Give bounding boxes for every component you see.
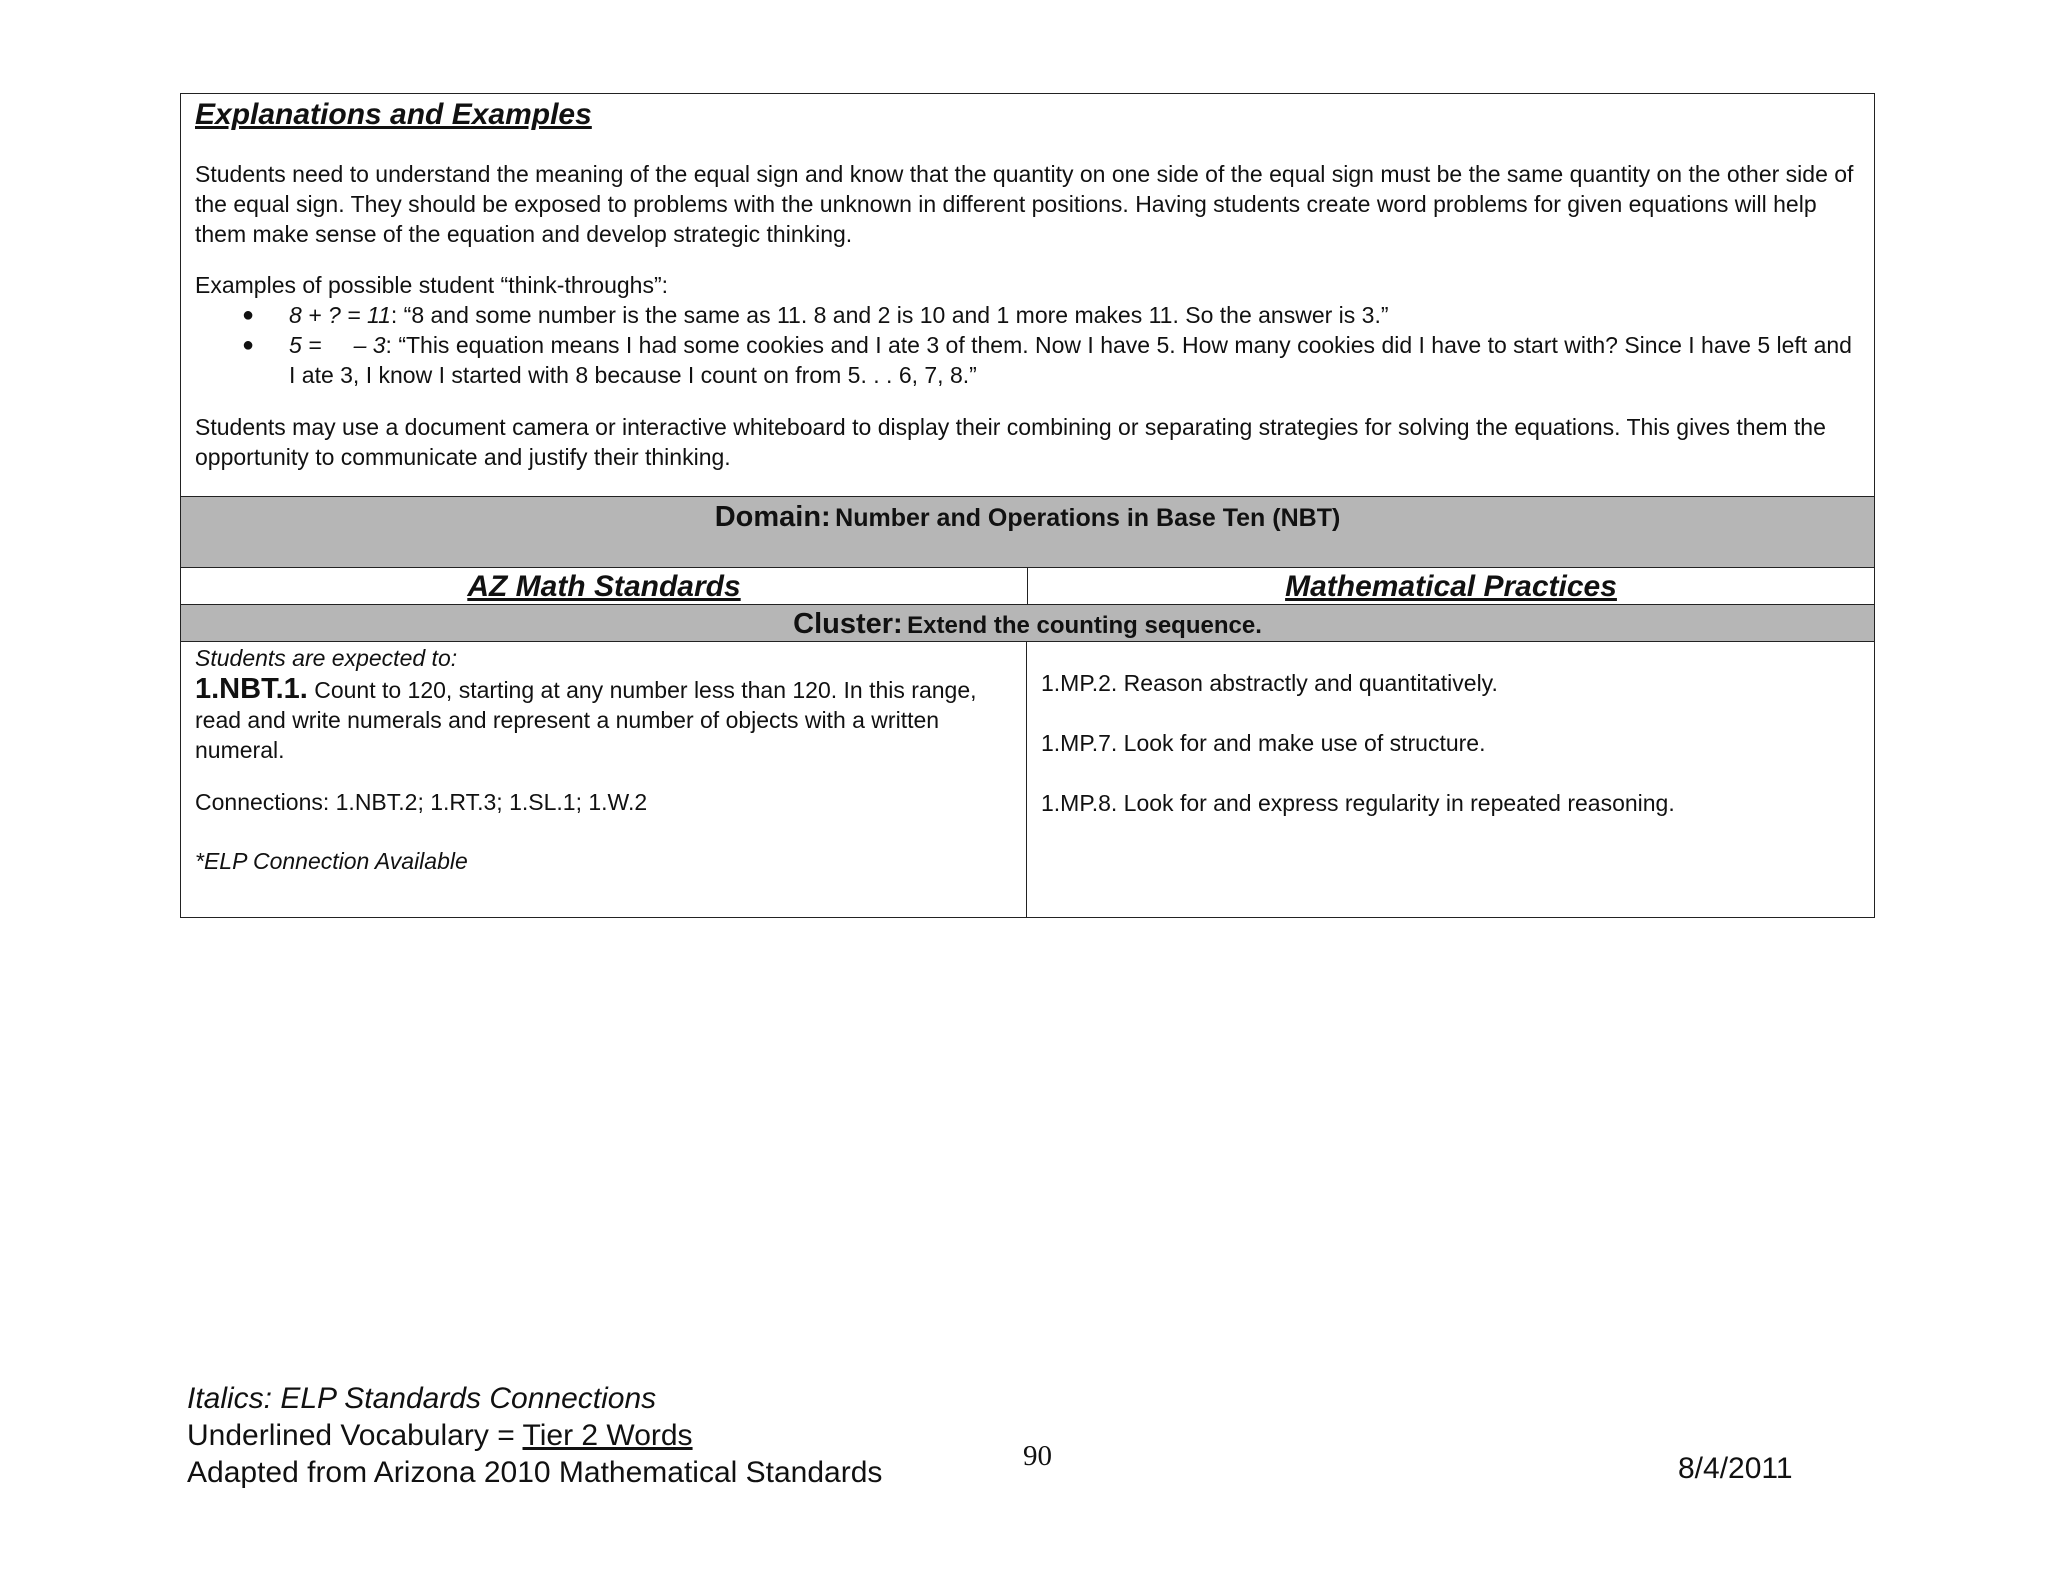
footer-italics-note: Italics: ELP Standards Connections bbox=[187, 1382, 657, 1415]
bullet-icon: ● bbox=[242, 304, 255, 326]
domain-header bbox=[181, 497, 1874, 568]
footer-notes bbox=[187, 1380, 882, 1491]
column-headers bbox=[181, 568, 1874, 605]
cluster-value: Extend the counting sequence. bbox=[907, 612, 1262, 639]
standard-description: Count to 120, starting at any number less than 120. In this range, read and write numerals and represent a number of objects with a written numeral. bbox=[195, 677, 977, 763]
example-text: : “This equation means I had some cookies and I ate 3 of them. Now I have 5. How many cookies did I have to start with? Since I have 5 left and I ate 3, I know I started with 8 because I count on from 5. . . 6, 7, 8.” bbox=[289, 332, 1852, 388]
az-math-standards-header: AZ Math Standards bbox=[181, 568, 1028, 604]
practice-item: 1.MP.8. Look for and express regularity in repeated reasoning. bbox=[1041, 790, 1675, 816]
practices-cell bbox=[1027, 642, 1874, 917]
cluster-label: Cluster: bbox=[793, 608, 903, 640]
examples-list bbox=[195, 300, 1860, 390]
document-date: 8/4/2011 bbox=[1678, 1452, 1793, 1485]
footer-tier2-words: Tier 2 Words bbox=[522, 1419, 693, 1452]
footer-vocab-prefix: Underlined Vocabulary = bbox=[187, 1419, 523, 1452]
example-equation: 8 + ? = 11 bbox=[289, 302, 391, 328]
examples-intro: Examples of possible student “think-throughs”: bbox=[195, 272, 669, 298]
example-equation: 5 = – 3 bbox=[289, 332, 386, 358]
cluster-header bbox=[181, 605, 1874, 642]
explanations-title: Explanations and Examples bbox=[195, 98, 592, 131]
list-item bbox=[195, 300, 1860, 330]
standards-row bbox=[181, 642, 1874, 917]
explanations-section bbox=[181, 94, 1874, 497]
practice-item: 1.MP.2. Reason abstractly and quantitatively. bbox=[1041, 670, 1498, 696]
standard-cell bbox=[181, 642, 1027, 917]
expected-label: Students are expected to: bbox=[195, 645, 458, 671]
domain-label: Domain: bbox=[714, 501, 831, 533]
domain-value: Number and Operations in Base Ten (NBT) bbox=[835, 504, 1341, 532]
strategies-paragraph: Students may use a document camera or interactive whiteboard to display their combining or separating strategies for solving the equations. This gives them the opportunity to communicate and justify their thinking. bbox=[195, 414, 1826, 470]
bullet-icon: ● bbox=[242, 334, 255, 356]
explanations-paragraph: Students need to understand the meaning of the equal sign and know that the quantity on one side of the equal sign must be the same quantity on the other side of the equal sign. They should be exposed to problems with the unknown in different positions. Having students create word problems for given equations will help them make sense of the equation and develop strategic thinking. bbox=[195, 161, 1854, 247]
standards-table bbox=[180, 93, 1875, 918]
connections: Connections: 1.NBT.2; 1.RT.3; 1.SL.1; 1.W.2 bbox=[195, 789, 648, 815]
standard-code: 1.NBT.1. bbox=[195, 673, 308, 705]
mathematical-practices-header: Mathematical Practices bbox=[1285, 570, 1617, 603]
footer-source-note: Adapted from Arizona 2010 Mathematical Standards bbox=[187, 1456, 883, 1489]
example-text: : “8 and some number is the same as 11. 8 and 2 is 10 and 1 more makes 11. So the answer is 3.” bbox=[390, 302, 1389, 328]
list-item bbox=[195, 330, 1860, 390]
footer-vocabulary-note bbox=[187, 1417, 882, 1454]
page-number: 90 bbox=[1023, 1440, 1052, 1472]
practice-item: 1.MP.7. Look for and make use of structure. bbox=[1041, 730, 1486, 756]
elp-connection: *ELP Connection Available bbox=[195, 848, 468, 874]
standard-text bbox=[195, 674, 1012, 765]
